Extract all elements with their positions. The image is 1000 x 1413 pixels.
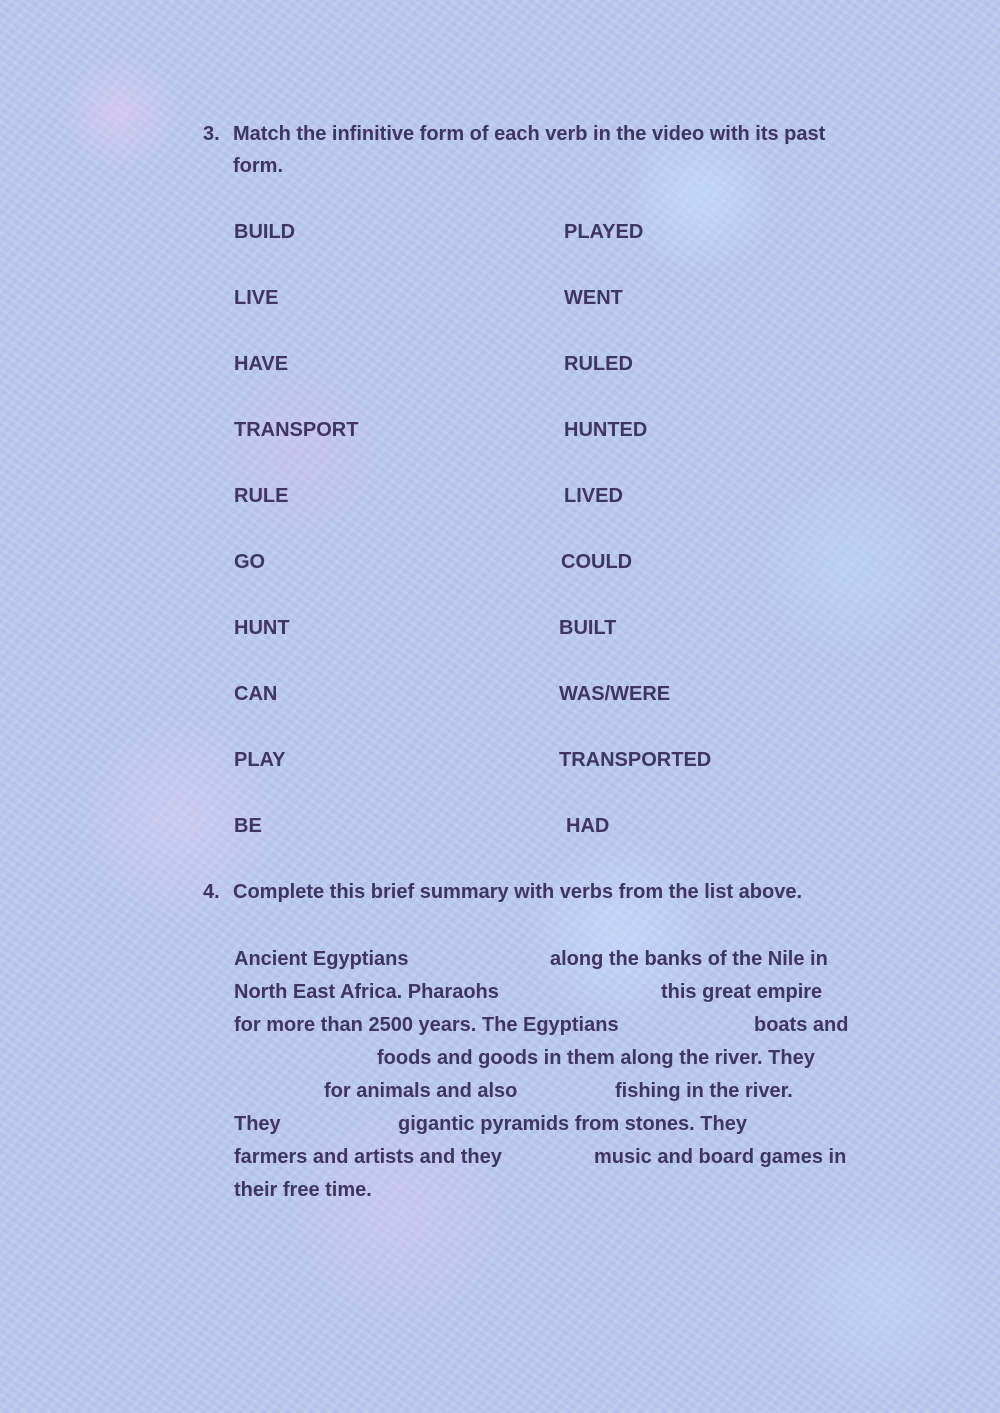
summary-text: for more than 2500 years. The Egyptians bbox=[234, 1014, 619, 1036]
infinitive-word[interactable]: PLAY bbox=[234, 749, 286, 771]
past-form-word[interactable]: HAD bbox=[566, 815, 610, 837]
past-form-word[interactable]: HUNTED bbox=[564, 419, 648, 441]
summary-text: farmers and artists and they bbox=[234, 1146, 502, 1168]
question-4-text: Complete this brief summary with verbs from the list above. bbox=[233, 881, 803, 903]
summary-text: They bbox=[234, 1113, 281, 1135]
infinitive-word[interactable]: LIVE bbox=[234, 287, 279, 309]
infinitive-word[interactable]: TRANSPORT bbox=[234, 419, 359, 441]
summary-text: gigantic pyramids from stones. They bbox=[398, 1113, 747, 1135]
summary-text: foods and goods in them along the river. They bbox=[377, 1047, 815, 1069]
infinitive-word[interactable]: BE bbox=[234, 815, 262, 837]
question-3-number: 3. bbox=[203, 123, 220, 145]
summary-text: their free time. bbox=[234, 1179, 372, 1201]
infinitive-word[interactable]: HAVE bbox=[234, 353, 289, 375]
summary-text: music and board games in bbox=[594, 1146, 847, 1168]
question-3-text: Match the infinitive form of each verb in the video with its past form. bbox=[233, 123, 826, 177]
summary-text: boats and bbox=[754, 1014, 849, 1036]
summary-text: fishing in the river. bbox=[615, 1080, 793, 1102]
past-form-word[interactable]: BUILT bbox=[559, 617, 617, 639]
question-4 bbox=[203, 876, 863, 908]
infinitive-word[interactable]: RULE bbox=[234, 485, 289, 507]
past-form-word[interactable]: WAS/WERE bbox=[559, 683, 671, 705]
infinitive-word[interactable]: GO bbox=[234, 551, 266, 573]
past-form-word[interactable]: TRANSPORTED bbox=[559, 749, 712, 771]
summary-text: this great empire bbox=[661, 981, 823, 1003]
past-form-word[interactable]: RULED bbox=[564, 353, 633, 375]
summary-text: along the banks of the Nile in bbox=[550, 948, 828, 970]
past-form-word[interactable]: PLAYED bbox=[564, 221, 644, 243]
past-form-word[interactable]: WENT bbox=[564, 287, 623, 309]
question-3 bbox=[203, 118, 863, 182]
infinitive-word[interactable]: CAN bbox=[234, 683, 278, 705]
question-4-number: 4. bbox=[203, 881, 220, 903]
summary-text: North East Africa. Pharaohs bbox=[234, 981, 499, 1003]
infinitive-word[interactable]: BUILD bbox=[234, 221, 296, 243]
past-form-word[interactable]: COULD bbox=[561, 551, 633, 573]
summary-text: Ancient Egyptians bbox=[234, 948, 409, 970]
past-form-word[interactable]: LIVED bbox=[564, 485, 623, 507]
infinitive-word[interactable]: HUNT bbox=[234, 617, 290, 639]
summary-text: for animals and also bbox=[324, 1080, 518, 1102]
